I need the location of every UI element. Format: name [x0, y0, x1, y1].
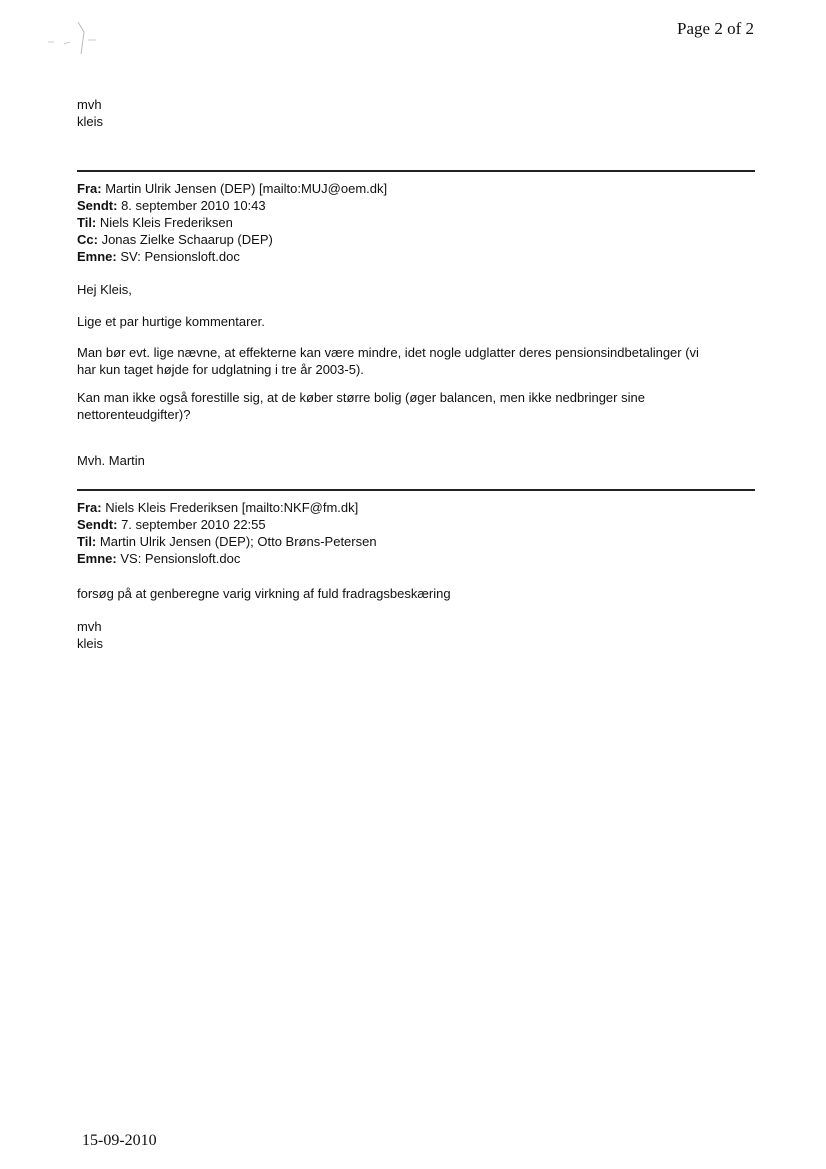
- email-separator: [77, 170, 755, 172]
- header-from: [77, 180, 767, 197]
- page-number: Page 2 of 2: [677, 19, 754, 38]
- header-label: Sendt:: [77, 198, 118, 213]
- top-signoff: [77, 96, 767, 130]
- paragraph-line: har kun taget højde for udglatning i tre år 2003-5).: [77, 362, 364, 377]
- header-label: Fra:: [77, 181, 102, 196]
- email1-greeting: Hej Kleis,: [77, 282, 132, 297]
- header-value: Martin Ulrik Jensen (DEP); Otto Brøns-Petersen: [99, 534, 377, 549]
- signoff-name: kleis: [77, 114, 104, 129]
- header-to: [77, 214, 767, 231]
- paragraph-line: Man bør evt. lige nævne, at effekterne kan være mindre, idet nogle udglatter deres pensionsindbetalinger (vi: [77, 345, 699, 360]
- header-cc: [77, 231, 767, 248]
- signoff-line: mvh: [77, 619, 102, 634]
- header-sent: [77, 197, 767, 214]
- header-label: Sendt:: [77, 517, 118, 532]
- signoff-name: kleis: [77, 636, 104, 651]
- header-value: Niels Kleis Frederiksen: [99, 215, 233, 230]
- signoff-line: mvh: [77, 97, 102, 112]
- header-label: Til:: [77, 534, 97, 549]
- scan-artifact-mark: [38, 18, 118, 58]
- paragraph-line: nettorenteudgifter)?: [77, 407, 191, 422]
- email2-body: forsøg på at genberegne varig virkning af fuld fradragsbeskæring: [77, 586, 451, 601]
- header-value: 7. september 2010 22:55: [121, 517, 266, 532]
- header-value: SV: Pensionsloft.doc: [120, 249, 240, 264]
- email1-paragraph: Lige et par hurtige kommentarer.: [77, 314, 265, 329]
- header-value: 8. september 2010 10:43: [121, 198, 266, 213]
- email1-signoff: Mvh. Martin: [77, 453, 145, 468]
- header-subject: [77, 550, 767, 567]
- print-date: 15-09-2010: [82, 1132, 157, 1149]
- header-value: Niels Kleis Frederiksen [mailto:NKF@fm.dk]: [105, 500, 359, 515]
- header-value: Martin Ulrik Jensen (DEP) [mailto:MUJ@oem.dk]: [105, 181, 388, 196]
- header-from: [77, 499, 767, 516]
- header-subject: [77, 248, 767, 265]
- email-separator: [77, 489, 755, 491]
- paragraph-line: Kan man ikke også forestille sig, at de køber større bolig (øger balancen, men ikke nedbringer sine: [77, 390, 645, 405]
- email2-signoff: [77, 618, 767, 652]
- header-label: Emne:: [77, 249, 117, 264]
- header-sent: [77, 516, 767, 533]
- email1-paragraph: [77, 344, 767, 378]
- email1-paragraph: [77, 389, 767, 423]
- header-label: Emne:: [77, 551, 117, 566]
- email1-header: [77, 180, 767, 265]
- header-label: Fra:: [77, 500, 102, 515]
- header-value: Jonas Zielke Schaarup (DEP): [101, 232, 273, 247]
- header-value: VS: Pensionsloft.doc: [120, 551, 241, 566]
- header-label: Cc:: [77, 232, 98, 247]
- header-to: [77, 533, 767, 550]
- header-label: Til:: [77, 215, 97, 230]
- email2-header: [77, 499, 767, 567]
